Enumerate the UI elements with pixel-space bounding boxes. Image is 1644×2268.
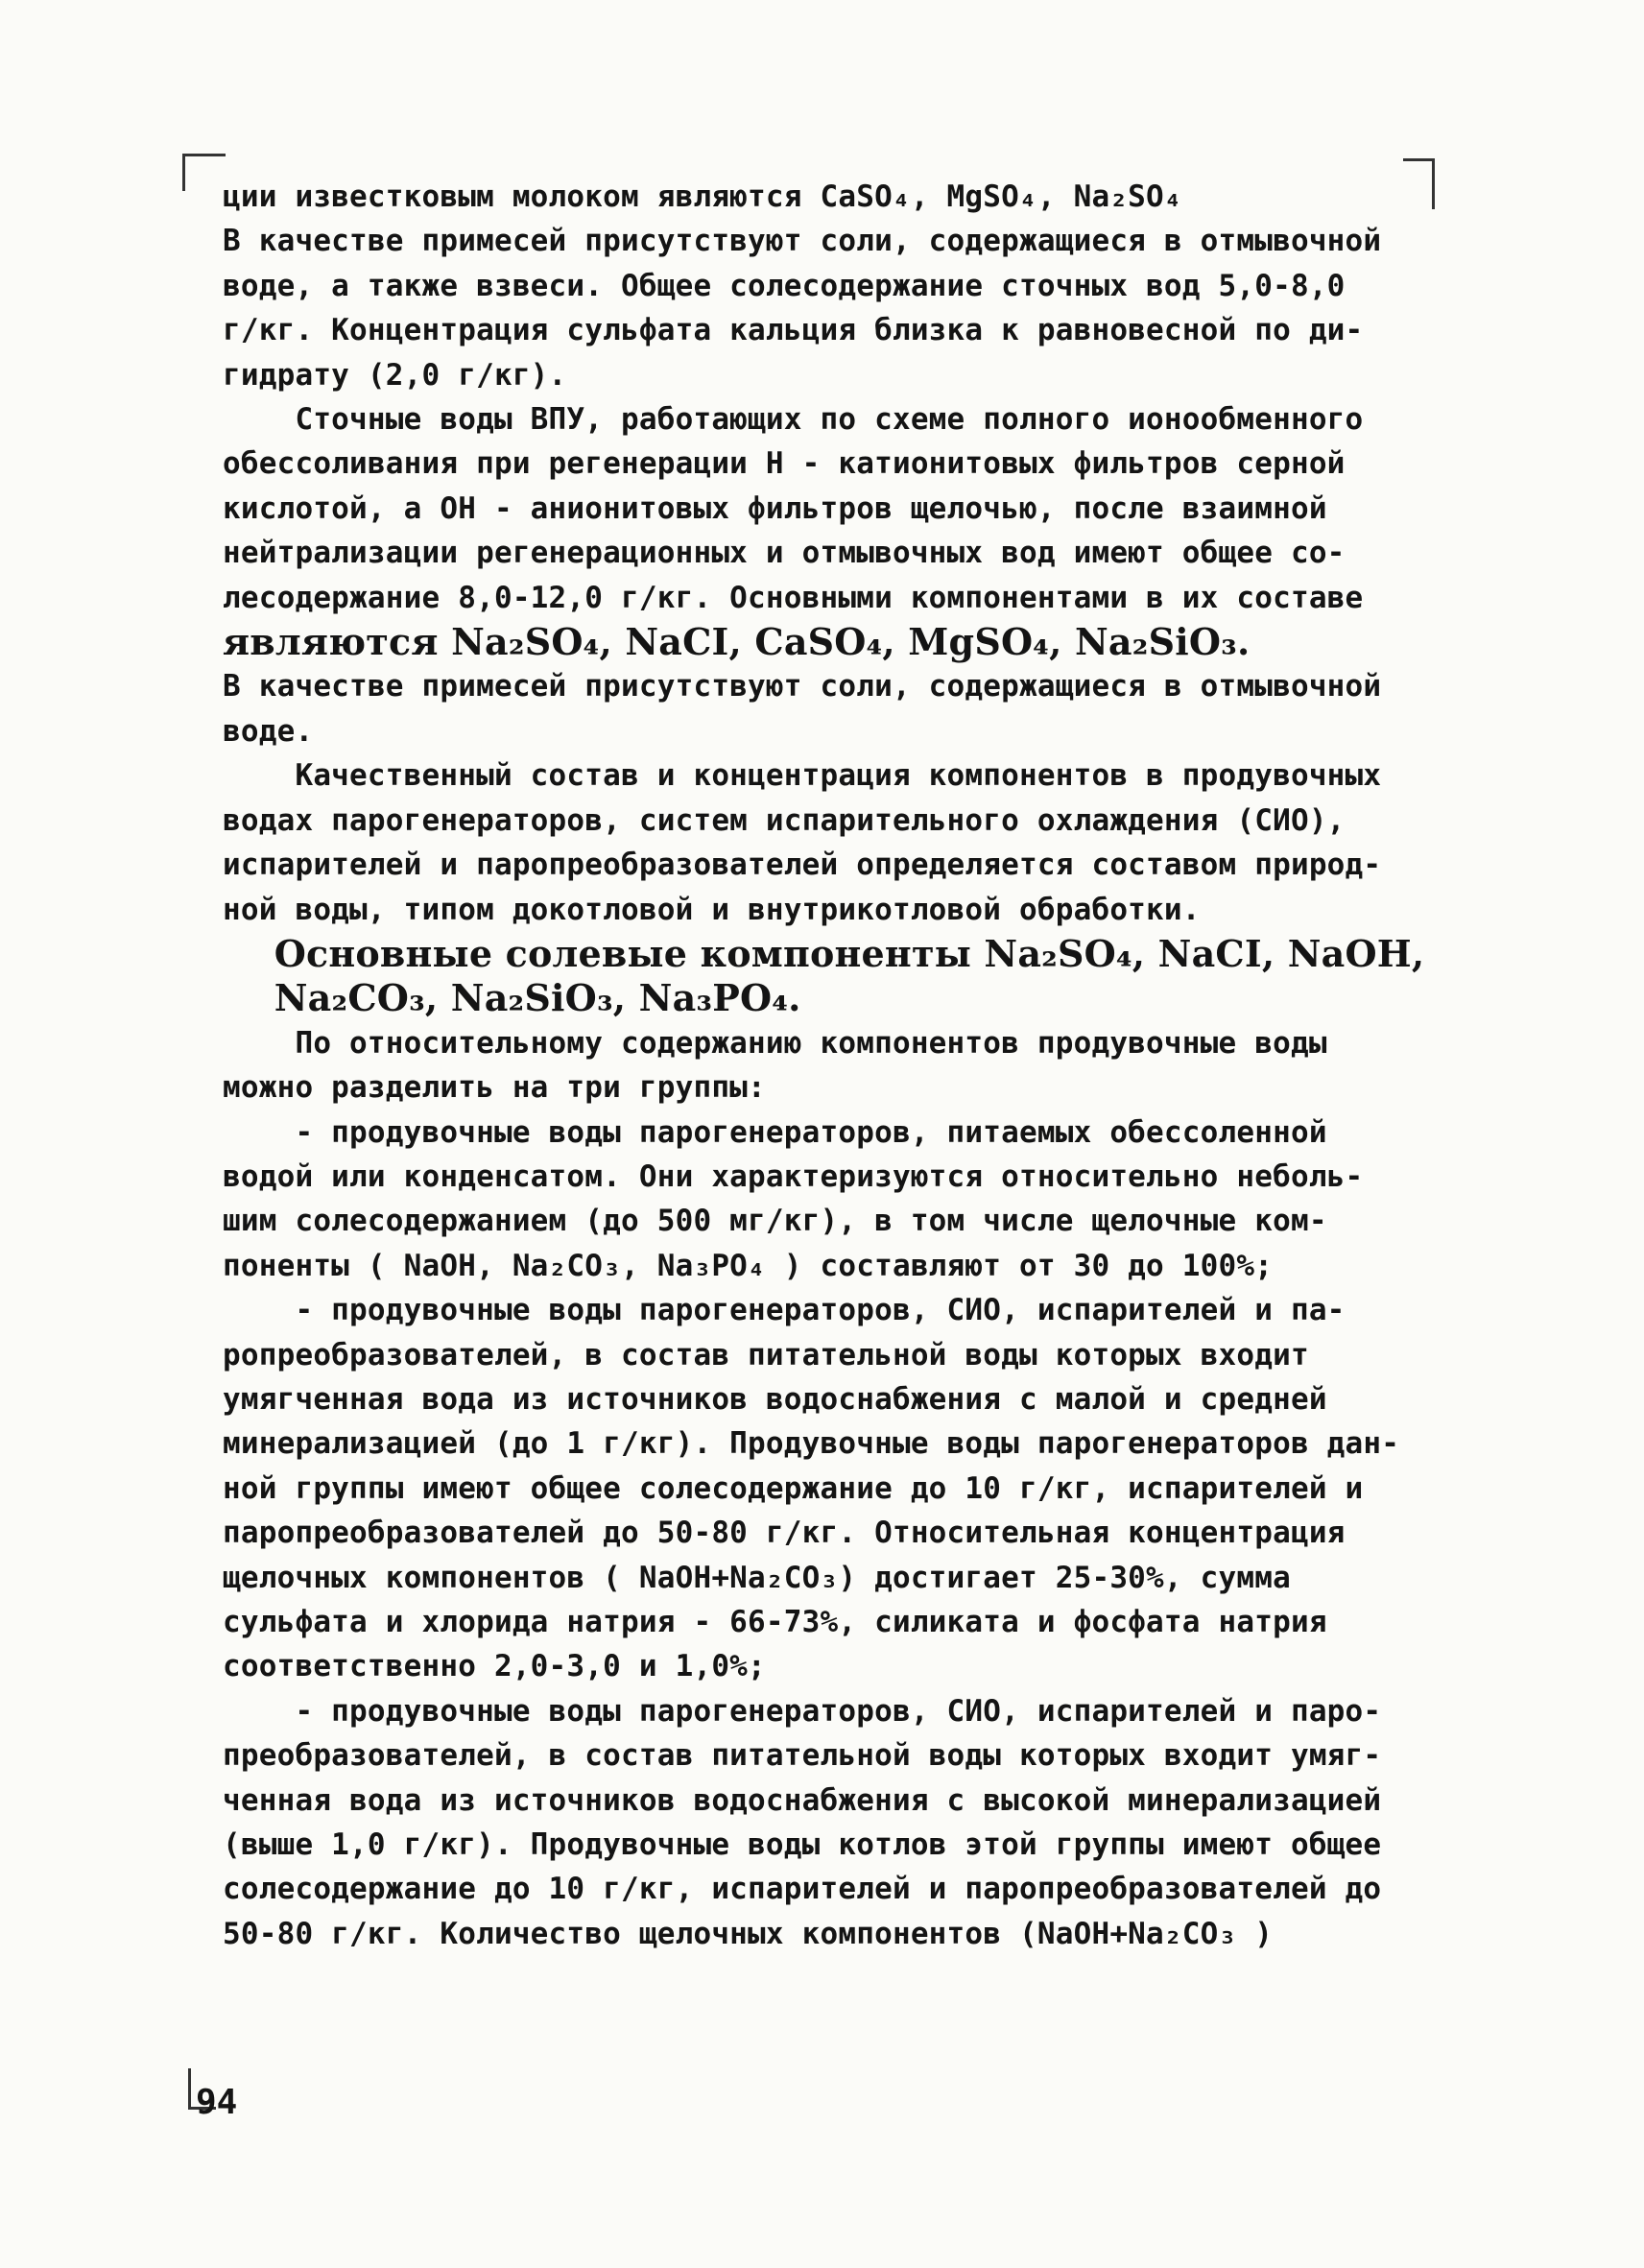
text-line: водах парогенераторов, систем испарительного охлаждения (СИО), (223, 802, 1346, 838)
text-line: Сточные воды ВПУ, работающих по схеме полного ионообменного (223, 402, 1364, 438)
text-line: нейтрализации регенерационных и отмывочных вод имеют общее со- (223, 536, 1346, 571)
formula-line: являются Na₂SO₄, NaCI, CaSO₄, MgSO₄, Na₂SiO₃. (223, 620, 1251, 664)
text-line: паропреобразователей до 50-80 г/кг. Относительная концентрация (223, 1516, 1346, 1551)
text-line: шим солесодержанием (до 500 мг/кг), в том числе щелочные ком- (223, 1204, 1327, 1239)
text-line: - продувочные воды парогенераторов, СИО, испарителей и паро- (223, 1693, 1382, 1729)
text-line: Качественный состав и концентрация компонентов в продувочных (223, 758, 1382, 794)
text-line: г/кг. Концентрация сульфата кальция близка к равновесной по ди- (223, 313, 1364, 348)
text-line: ной воды, типом докотловой и внутрикотловой обработки. (223, 892, 1201, 927)
page-number: 94 (196, 2083, 238, 2122)
text-line: щелочных компонентов ( NaOH+Na₂CO₃) достигает 25-30%, сумма (223, 1560, 1291, 1595)
text-line: (выше 1,0 г/кг). Продувочные воды котлов этой группы имеют общее (223, 1827, 1382, 1863)
text-line: воде. (223, 713, 314, 749)
text-line: По относительному содержанию компонентов продувочные воды (223, 1025, 1327, 1061)
text-line: умягченная вода из источников водоснабжения с малой и средней (223, 1381, 1327, 1417)
text-line: солесодержание до 10 г/кг, испарителей и паропреобразователей до (223, 1872, 1382, 1907)
body-text (223, 175, 1461, 1956)
text-line: минерализацией (до 1 г/кг). Продувочные воды парогенераторов дан- (223, 1426, 1400, 1462)
corner-mark-top-left (182, 154, 226, 191)
text-line: ной группы имеют общее солесодержание до 10 г/кг, испарителей и (223, 1470, 1364, 1506)
formula-line: Na₂CO₃, Na₂SiO₃, Na₃PO₄. (223, 976, 801, 1020)
formula-line: Основные солевые компоненты Na₂SO₄, NaCI, NaOH, (223, 931, 1425, 975)
text-line: соответственно 2,0-3,0 и 1,0%; (223, 1649, 766, 1684)
text-line: водой или конденсатом. Они характеризуются относительно неболь- (223, 1158, 1364, 1194)
text-line: ропреобразователей, в состав питательной воды которых входит (223, 1337, 1309, 1373)
text-line: - продувочные воды парогенераторов, СИО, испарителей и па- (223, 1293, 1346, 1328)
text-line: поненты ( NaOH, Na₂CO₃, Na₃PO₄ ) составляют от 30 до 100%; (223, 1248, 1274, 1283)
text-line: ции известковым молоком являются CaSO₄, MgSO₄, Na₂SO₄ (223, 179, 1182, 214)
text-line: В качестве примесей присутствуют соли, содержащиеся в отмывочной (223, 224, 1382, 259)
text-line: ченная вода из источников водоснабжения с высокой минерализацией (223, 1782, 1382, 1818)
text-line: кислотой, а ОН - анионитовых фильтров щелочью, после взаимной (223, 490, 1327, 526)
text-line: гидрату (2,0 г/кг). (223, 357, 567, 393)
text-line: преобразователей, в состав питательной воды которых входит умяг- (223, 1738, 1382, 1774)
text-line: - продувочные воды парогенераторов, питаемых обессоленной (223, 1114, 1327, 1150)
text-line: можно разделить на три группы: (223, 1070, 766, 1106)
text-line: В качестве примесей присутствуют соли, содержащиеся в отмывочной (223, 669, 1382, 704)
text-line: лесодержание 8,0-12,0 г/кг. Основными компонентами в их составе (223, 580, 1364, 615)
text-line: сульфата и хлорида натрия - 66-73%, силиката и фосфата натрия (223, 1605, 1327, 1639)
text-line: 50-80 г/кг. Количество щелочных компонентов (NaOH+Na₂CO₃ ) (223, 1916, 1274, 1951)
text-line: испарителей и паропреобразователей определяется составом природ- (223, 848, 1382, 883)
text-line: воде, а также взвеси. Общее солесодержание сточных вод 5,0-8,0 (223, 268, 1346, 303)
text-line: обессоливания при регенерации Н - катионитовых фильтров серной (223, 446, 1346, 482)
